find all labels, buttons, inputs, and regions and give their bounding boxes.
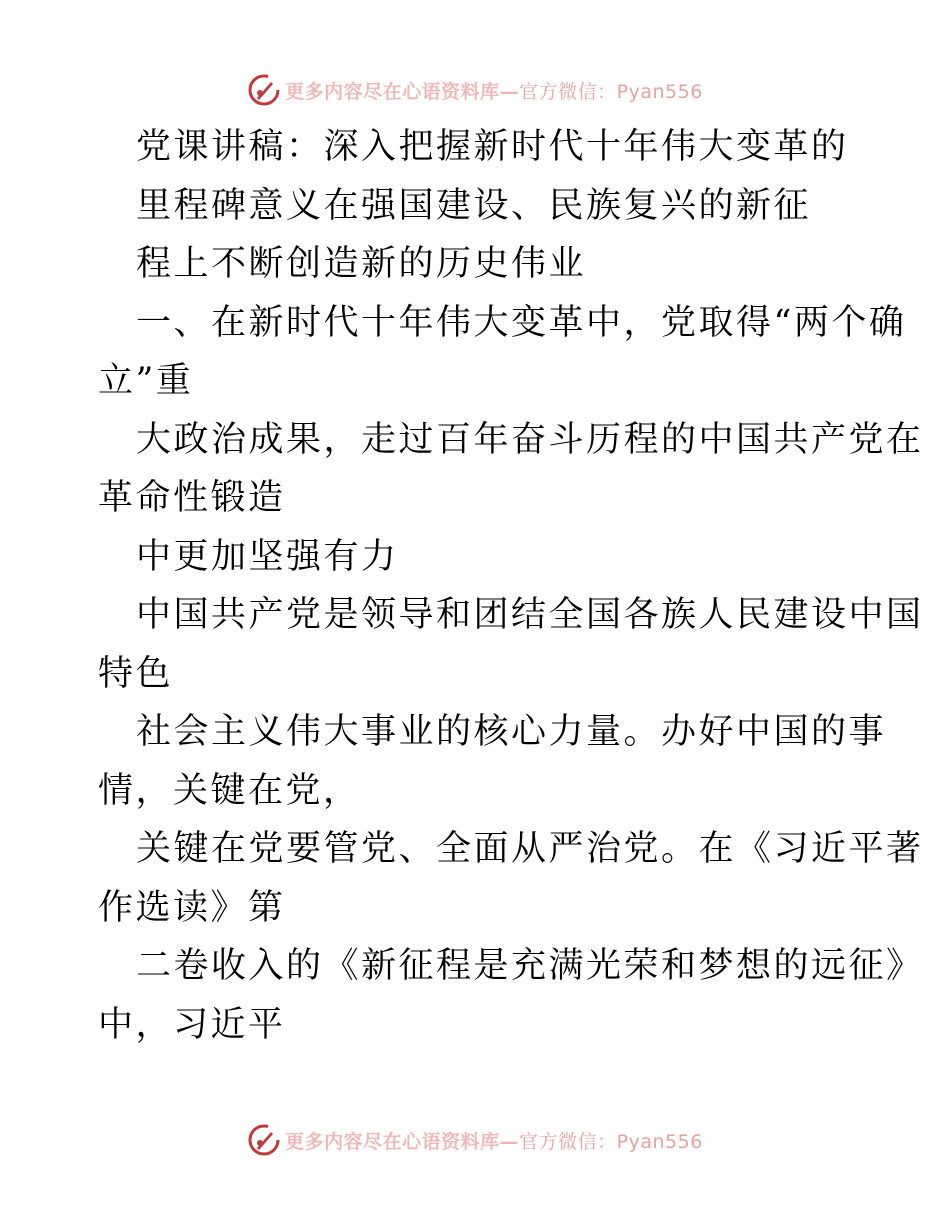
paragraph-line: 中国共产党是领导和团结全国各族人民建设中国	[136, 595, 924, 635]
paragraph-line: 革命性锻造	[98, 478, 286, 518]
paragraph-line: 作选读》第	[98, 887, 286, 928]
quill-pen-logo-icon	[247, 1123, 281, 1157]
paragraph-line: 特色	[98, 653, 174, 694]
paragraph-line: 立”重	[98, 361, 194, 401]
document-title-line: 里程碑意义在强国建设、民族复兴的新征	[136, 185, 812, 226]
paragraph-line: 中更加坚强有力	[136, 536, 399, 577]
paragraph-line: 一、在新时代十年伟大变革中，党取得“两个确	[136, 302, 907, 343]
paragraph-line: 社会主义伟大事业的核心力量。办好中国的事	[136, 712, 887, 752]
quill-pen-logo-icon	[247, 73, 281, 107]
document-title-line: 程上不断创造新的历史伟业	[136, 244, 587, 284]
footer-banner	[0, 1120, 950, 1160]
footer-banner-text: 更多内容尽在心语资料库—官方微信：Pyan556	[285, 1130, 703, 1153]
document-body	[98, 118, 924, 1054]
header-banner-text: 更多内容尽在心语资料库—官方微信：Pyan556	[285, 80, 703, 103]
paragraph-line: 二卷收入的《新征程是充满光荣和梦想的远征》	[136, 946, 924, 986]
paragraph-line: 中，习近平	[98, 1004, 286, 1045]
document-title-line: 党课讲稿：深入把握新时代十年伟大变革的	[136, 127, 849, 167]
paragraph-line: 情，关键在党，	[98, 770, 361, 811]
paragraph-line: 关键在党要管党、全面从严治党。在《习近平著	[136, 829, 924, 869]
header-banner	[0, 70, 950, 110]
paragraph-line: 大政治成果，走过百年奋斗历程的中国共产党在	[136, 419, 924, 460]
